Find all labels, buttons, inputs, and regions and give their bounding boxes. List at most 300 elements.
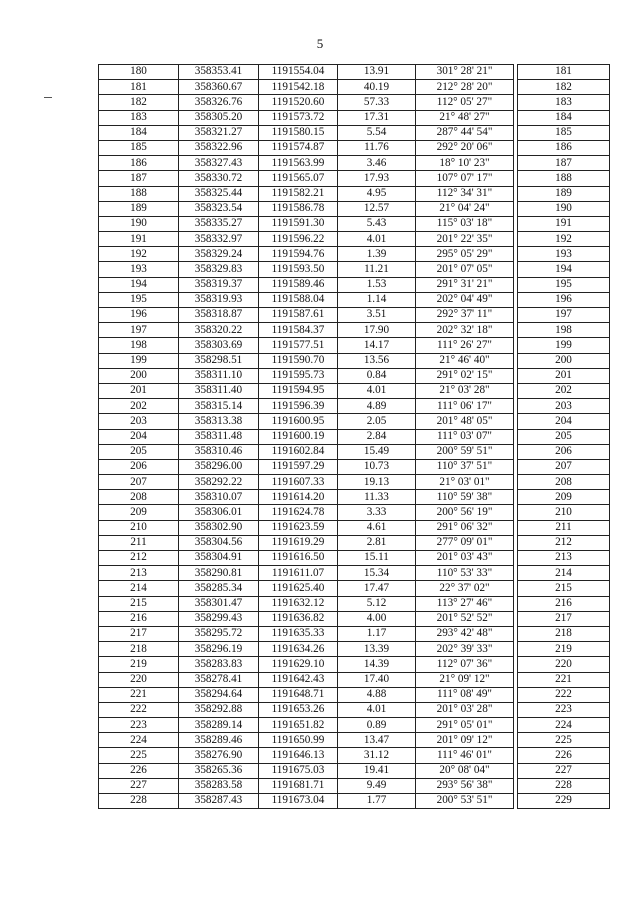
distance-cell: 4.89: [338, 399, 416, 414]
point-number-cell: 202: [99, 399, 179, 414]
direction-angle-cell: 293° 56' 38": [416, 778, 514, 793]
distance-cell: 5.43: [338, 216, 416, 231]
x-coordinate-cell: 358311.40: [179, 383, 259, 398]
point-number-cell: 191: [99, 232, 179, 247]
x-coordinate-cell: 358325.44: [179, 186, 259, 201]
table-row: [99, 216, 610, 231]
x-coordinate-cell: 358311.48: [179, 429, 259, 444]
table-row: [99, 323, 610, 338]
point-number-cell: 190: [99, 216, 179, 231]
point-number-cell: 195: [99, 292, 179, 307]
distance-cell: 3.46: [338, 156, 416, 171]
y-coordinate-cell: 1191563.99: [259, 156, 338, 171]
direction-angle-cell: 212° 28' 20": [416, 80, 514, 95]
point-number-cell: 207: [99, 475, 179, 490]
y-coordinate-cell: 1191590.70: [259, 353, 338, 368]
table-row: [99, 581, 610, 596]
direction-angle-cell: 21° 03' 28": [416, 383, 514, 398]
table-row: [99, 687, 610, 702]
next-point-cell: 187: [518, 156, 610, 171]
y-coordinate-cell: 1191595.73: [259, 368, 338, 383]
next-point-cell: 195: [518, 277, 610, 292]
y-coordinate-cell: 1191651.82: [259, 718, 338, 733]
point-number-cell: 216: [99, 611, 179, 626]
next-point-cell: 185: [518, 125, 610, 140]
y-coordinate-cell: 1191600.19: [259, 429, 338, 444]
table-row: [99, 748, 610, 763]
table-row: [99, 794, 610, 809]
x-coordinate-cell: 358285.34: [179, 581, 259, 596]
distance-cell: 5.12: [338, 596, 416, 611]
point-number-cell: 218: [99, 642, 179, 657]
distance-cell: 11.21: [338, 262, 416, 277]
distance-cell: 1.77: [338, 794, 416, 809]
distance-cell: 4.61: [338, 520, 416, 535]
table-row: [99, 702, 610, 717]
x-coordinate-cell: 358315.14: [179, 399, 259, 414]
next-point-cell: 196: [518, 292, 610, 307]
distance-cell: 4.01: [338, 383, 416, 398]
distance-cell: 15.49: [338, 444, 416, 459]
next-point-cell: 198: [518, 323, 610, 338]
point-number-cell: 219: [99, 657, 179, 672]
next-point-cell: 181: [518, 65, 610, 80]
table-row: [99, 383, 610, 398]
distance-cell: 13.91: [338, 65, 416, 80]
y-coordinate-cell: 1191648.71: [259, 687, 338, 702]
x-coordinate-cell: 358313.38: [179, 414, 259, 429]
y-coordinate-cell: 1191653.26: [259, 702, 338, 717]
direction-angle-cell: 291° 06' 32": [416, 520, 514, 535]
next-point-cell: 224: [518, 718, 610, 733]
point-number-cell: 212: [99, 551, 179, 566]
x-coordinate-cell: 358292.22: [179, 475, 259, 490]
point-number-cell: 181: [99, 80, 179, 95]
point-number-cell: 197: [99, 323, 179, 338]
direction-angle-cell: 110° 53' 33": [416, 566, 514, 581]
next-point-cell: 215: [518, 581, 610, 596]
distance-cell: 17.90: [338, 323, 416, 338]
next-point-cell: 199: [518, 338, 610, 353]
direction-angle-cell: 111° 26' 27": [416, 338, 514, 353]
next-point-cell: 188: [518, 171, 610, 186]
next-point-cell: 217: [518, 611, 610, 626]
distance-cell: 11.33: [338, 490, 416, 505]
x-coordinate-cell: 358320.22: [179, 323, 259, 338]
point-number-cell: 205: [99, 444, 179, 459]
table-row: [99, 368, 610, 383]
point-number-cell: 214: [99, 581, 179, 596]
table-row: [99, 566, 610, 581]
point-number-cell: 182: [99, 95, 179, 110]
direction-angle-cell: 111° 08' 49": [416, 687, 514, 702]
direction-angle-cell: 293° 42' 48": [416, 626, 514, 641]
direction-angle-cell: 202° 39' 33": [416, 642, 514, 657]
point-number-cell: 200: [99, 368, 179, 383]
next-point-cell: 225: [518, 733, 610, 748]
direction-angle-cell: 201° 22' 35": [416, 232, 514, 247]
direction-angle-cell: 21° 09' 12": [416, 672, 514, 687]
direction-angle-cell: 202° 32' 18": [416, 323, 514, 338]
distance-cell: 2.81: [338, 535, 416, 550]
y-coordinate-cell: 1191619.29: [259, 535, 338, 550]
x-coordinate-cell: 358287.43: [179, 794, 259, 809]
direction-angle-cell: 301° 28' 21": [416, 65, 514, 80]
direction-angle-cell: 201° 03' 43": [416, 551, 514, 566]
y-coordinate-cell: 1191625.40: [259, 581, 338, 596]
distance-cell: 4.01: [338, 232, 416, 247]
next-point-cell: 202: [518, 383, 610, 398]
direction-angle-cell: 21° 46' 40": [416, 353, 514, 368]
next-point-cell: 226: [518, 748, 610, 763]
y-coordinate-cell: 1191594.95: [259, 383, 338, 398]
distance-cell: 3.51: [338, 308, 416, 323]
point-number-cell: 198: [99, 338, 179, 353]
direction-angle-cell: 202° 04' 49": [416, 292, 514, 307]
table-row: [99, 186, 610, 201]
point-number-cell: 215: [99, 596, 179, 611]
x-coordinate-cell: 358310.07: [179, 490, 259, 505]
distance-cell: 15.34: [338, 566, 416, 581]
direction-angle-cell: 200° 56' 19": [416, 505, 514, 520]
next-point-cell: 182: [518, 80, 610, 95]
distance-cell: 40.19: [338, 80, 416, 95]
x-coordinate-cell: 358321.27: [179, 125, 259, 140]
point-number-cell: 222: [99, 702, 179, 717]
distance-cell: 14.17: [338, 338, 416, 353]
y-coordinate-cell: 1191593.50: [259, 262, 338, 277]
y-coordinate-cell: 1191596.39: [259, 399, 338, 414]
point-number-cell: 228: [99, 794, 179, 809]
x-coordinate-cell: 358276.90: [179, 748, 259, 763]
distance-cell: 0.89: [338, 718, 416, 733]
y-coordinate-cell: 1191573.72: [259, 110, 338, 125]
x-coordinate-cell: 358296.19: [179, 642, 259, 657]
next-point-cell: 214: [518, 566, 610, 581]
direction-angle-cell: 201° 52' 52": [416, 611, 514, 626]
y-coordinate-cell: 1191636.82: [259, 611, 338, 626]
table-row: [99, 763, 610, 778]
next-point-cell: 210: [518, 505, 610, 520]
y-coordinate-cell: 1191614.20: [259, 490, 338, 505]
next-point-cell: 186: [518, 140, 610, 155]
point-number-cell: 188: [99, 186, 179, 201]
y-coordinate-cell: 1191520.60: [259, 95, 338, 110]
x-coordinate-cell: 358318.87: [179, 308, 259, 323]
direction-angle-cell: 18° 10' 23": [416, 156, 514, 171]
point-number-cell: 224: [99, 733, 179, 748]
distance-cell: 11.76: [338, 140, 416, 155]
direction-angle-cell: 21° 04' 24": [416, 201, 514, 216]
next-point-cell: 211: [518, 520, 610, 535]
next-point-cell: 200: [518, 353, 610, 368]
next-point-cell: 218: [518, 626, 610, 641]
direction-angle-cell: 201° 09' 12": [416, 733, 514, 748]
direction-angle-cell: 201° 07' 05": [416, 262, 514, 277]
table-row: [99, 444, 610, 459]
x-coordinate-cell: 358310.46: [179, 444, 259, 459]
direction-angle-cell: 277° 09' 01": [416, 535, 514, 550]
x-coordinate-cell: 358306.01: [179, 505, 259, 520]
direction-angle-cell: 112° 05' 27": [416, 95, 514, 110]
x-coordinate-cell: 358278.41: [179, 672, 259, 687]
y-coordinate-cell: 1191582.21: [259, 186, 338, 201]
table-row: [99, 535, 610, 550]
direction-angle-cell: 200° 59' 51": [416, 444, 514, 459]
x-coordinate-cell: 358290.81: [179, 566, 259, 581]
y-coordinate-cell: 1191596.22: [259, 232, 338, 247]
distance-cell: 1.14: [338, 292, 416, 307]
x-coordinate-cell: 358289.14: [179, 718, 259, 733]
y-coordinate-cell: 1191607.33: [259, 475, 338, 490]
table-row: [99, 125, 610, 140]
y-coordinate-cell: 1191577.51: [259, 338, 338, 353]
distance-cell: 1.53: [338, 277, 416, 292]
y-coordinate-cell: 1191616.50: [259, 551, 338, 566]
distance-cell: 2.84: [338, 429, 416, 444]
y-coordinate-cell: 1191542.18: [259, 80, 338, 95]
table-row: [99, 475, 610, 490]
direction-angle-cell: 112° 34' 31": [416, 186, 514, 201]
y-coordinate-cell: 1191584.37: [259, 323, 338, 338]
point-number-cell: 220: [99, 672, 179, 687]
direction-angle-cell: 20° 08' 04": [416, 763, 514, 778]
direction-angle-cell: 295° 05' 29": [416, 247, 514, 262]
direction-angle-cell: 107° 07' 17": [416, 171, 514, 186]
x-coordinate-cell: 358298.51: [179, 353, 259, 368]
distance-cell: 2.05: [338, 414, 416, 429]
table-row: [99, 718, 610, 733]
table-row: [99, 201, 610, 216]
table-row: [99, 156, 610, 171]
table-row: [99, 459, 610, 474]
distance-cell: 10.73: [338, 459, 416, 474]
table-row: [99, 95, 610, 110]
x-coordinate-cell: 358353.41: [179, 65, 259, 80]
table-row: [99, 171, 610, 186]
x-coordinate-cell: 358319.37: [179, 277, 259, 292]
direction-angle-cell: 111° 03' 07": [416, 429, 514, 444]
distance-cell: 13.47: [338, 733, 416, 748]
y-coordinate-cell: 1191587.61: [259, 308, 338, 323]
x-coordinate-cell: 358295.72: [179, 626, 259, 641]
distance-cell: 1.39: [338, 247, 416, 262]
direction-angle-cell: 201° 48' 05": [416, 414, 514, 429]
point-number-cell: 209: [99, 505, 179, 520]
x-coordinate-cell: 358301.47: [179, 596, 259, 611]
x-coordinate-cell: 358329.24: [179, 247, 259, 262]
next-point-cell: 227: [518, 763, 610, 778]
direction-angle-cell: 22° 37' 02": [416, 581, 514, 596]
direction-angle-cell: 110° 37' 51": [416, 459, 514, 474]
y-coordinate-cell: 1191597.29: [259, 459, 338, 474]
table-row: [99, 520, 610, 535]
direction-angle-cell: 287° 44' 54": [416, 125, 514, 140]
y-coordinate-cell: 1191673.04: [259, 794, 338, 809]
distance-cell: 17.40: [338, 672, 416, 687]
point-number-cell: 221: [99, 687, 179, 702]
next-point-cell: 189: [518, 186, 610, 201]
direction-angle-cell: 200° 53' 51": [416, 794, 514, 809]
next-point-cell: 197: [518, 308, 610, 323]
distance-cell: 9.49: [338, 778, 416, 793]
table-row: [99, 429, 610, 444]
distance-cell: 4.00: [338, 611, 416, 626]
table-row: [99, 80, 610, 95]
x-coordinate-cell: 358326.76: [179, 95, 259, 110]
direction-angle-cell: 21° 03' 01": [416, 475, 514, 490]
x-coordinate-cell: 358327.43: [179, 156, 259, 171]
direction-angle-cell: 110° 59' 38": [416, 490, 514, 505]
distance-cell: 17.93: [338, 171, 416, 186]
x-coordinate-cell: 358304.56: [179, 535, 259, 550]
next-point-cell: 207: [518, 459, 610, 474]
point-number-cell: 196: [99, 308, 179, 323]
point-number-cell: 187: [99, 171, 179, 186]
distance-cell: 57.33: [338, 95, 416, 110]
table-row: [99, 505, 610, 520]
point-number-cell: 201: [99, 383, 179, 398]
y-coordinate-cell: 1191594.76: [259, 247, 338, 262]
table-row: [99, 110, 610, 125]
y-coordinate-cell: 1191624.78: [259, 505, 338, 520]
point-number-cell: 211: [99, 535, 179, 550]
distance-cell: 0.84: [338, 368, 416, 383]
next-point-cell: 206: [518, 444, 610, 459]
table-row: [99, 778, 610, 793]
distance-cell: 1.17: [338, 626, 416, 641]
y-coordinate-cell: 1191591.30: [259, 216, 338, 231]
x-coordinate-cell: 358283.83: [179, 657, 259, 672]
next-point-cell: 209: [518, 490, 610, 505]
point-number-cell: 213: [99, 566, 179, 581]
direction-angle-cell: 292° 37' 11": [416, 308, 514, 323]
y-coordinate-cell: 1191632.12: [259, 596, 338, 611]
point-number-cell: 217: [99, 626, 179, 641]
table-row: [99, 672, 610, 687]
point-number-cell: 223: [99, 718, 179, 733]
point-number-cell: 192: [99, 247, 179, 262]
next-point-cell: 203: [518, 399, 610, 414]
x-coordinate-cell: 358294.64: [179, 687, 259, 702]
next-point-cell: 204: [518, 414, 610, 429]
table-row: [99, 262, 610, 277]
next-point-cell: 220: [518, 657, 610, 672]
coordinates-table: [98, 64, 610, 809]
y-coordinate-cell: 1191646.13: [259, 748, 338, 763]
distance-cell: 12.57: [338, 201, 416, 216]
y-coordinate-cell: 1191565.07: [259, 171, 338, 186]
distance-cell: 17.47: [338, 581, 416, 596]
table-row: [99, 308, 610, 323]
table-row: [99, 611, 610, 626]
distance-cell: 14.39: [338, 657, 416, 672]
direction-angle-cell: 292° 20' 06": [416, 140, 514, 155]
direction-angle-cell: 201° 03' 28": [416, 702, 514, 717]
point-number-cell: 186: [99, 156, 179, 171]
x-coordinate-cell: 358302.90: [179, 520, 259, 535]
x-coordinate-cell: 358265.36: [179, 763, 259, 778]
next-point-cell: 184: [518, 110, 610, 125]
x-coordinate-cell: 358329.83: [179, 262, 259, 277]
x-coordinate-cell: 358296.00: [179, 459, 259, 474]
next-point-cell: 216: [518, 596, 610, 611]
x-coordinate-cell: 358289.46: [179, 733, 259, 748]
next-point-cell: 183: [518, 95, 610, 110]
next-point-cell: 221: [518, 672, 610, 687]
y-coordinate-cell: 1191681.71: [259, 778, 338, 793]
x-coordinate-cell: 358332.97: [179, 232, 259, 247]
y-coordinate-cell: 1191675.03: [259, 763, 338, 778]
direction-angle-cell: 111° 06' 17": [416, 399, 514, 414]
margin-mark: [44, 97, 52, 98]
point-number-cell: 225: [99, 748, 179, 763]
table-row: [99, 353, 610, 368]
point-number-cell: 206: [99, 459, 179, 474]
direction-angle-cell: 291° 05' 01": [416, 718, 514, 733]
y-coordinate-cell: 1191629.10: [259, 657, 338, 672]
direction-angle-cell: 112° 07' 36": [416, 657, 514, 672]
next-point-cell: 201: [518, 368, 610, 383]
distance-cell: 13.56: [338, 353, 416, 368]
point-number-cell: 203: [99, 414, 179, 429]
point-number-cell: 226: [99, 763, 179, 778]
next-point-cell: 191: [518, 216, 610, 231]
next-point-cell: 193: [518, 247, 610, 262]
y-coordinate-cell: 1191554.04: [259, 65, 338, 80]
distance-cell: 4.95: [338, 186, 416, 201]
x-coordinate-cell: 358303.69: [179, 338, 259, 353]
table-row: [99, 277, 610, 292]
x-coordinate-cell: 358360.67: [179, 80, 259, 95]
direction-angle-cell: 113° 27' 46": [416, 596, 514, 611]
x-coordinate-cell: 358305.20: [179, 110, 259, 125]
table-row: [99, 657, 610, 672]
y-coordinate-cell: 1191634.26: [259, 642, 338, 657]
direction-angle-cell: 291° 02' 15": [416, 368, 514, 383]
point-number-cell: 227: [99, 778, 179, 793]
table-row: [99, 626, 610, 641]
point-number-cell: 194: [99, 277, 179, 292]
direction-angle-cell: 111° 46' 01": [416, 748, 514, 763]
table-row: [99, 733, 610, 748]
coordinates-table-body: [99, 65, 610, 809]
distance-cell: 4.01: [338, 702, 416, 717]
next-point-cell: 229: [518, 794, 610, 809]
point-number-cell: 180: [99, 65, 179, 80]
table-row: [99, 596, 610, 611]
table-row: [99, 490, 610, 505]
table-row: [99, 642, 610, 657]
x-coordinate-cell: 358323.54: [179, 201, 259, 216]
distance-cell: 13.39: [338, 642, 416, 657]
y-coordinate-cell: 1191600.95: [259, 414, 338, 429]
x-coordinate-cell: 358283.58: [179, 778, 259, 793]
x-coordinate-cell: 358304.91: [179, 551, 259, 566]
point-number-cell: 204: [99, 429, 179, 444]
y-coordinate-cell: 1191650.99: [259, 733, 338, 748]
point-number-cell: 193: [99, 262, 179, 277]
x-coordinate-cell: 358292.88: [179, 702, 259, 717]
table-row: [99, 140, 610, 155]
point-number-cell: 185: [99, 140, 179, 155]
next-point-cell: 219: [518, 642, 610, 657]
y-coordinate-cell: 1191588.04: [259, 292, 338, 307]
y-coordinate-cell: 1191642.43: [259, 672, 338, 687]
direction-angle-cell: 115° 03' 18": [416, 216, 514, 231]
direction-angle-cell: 291° 31' 21": [416, 277, 514, 292]
next-point-cell: 213: [518, 551, 610, 566]
